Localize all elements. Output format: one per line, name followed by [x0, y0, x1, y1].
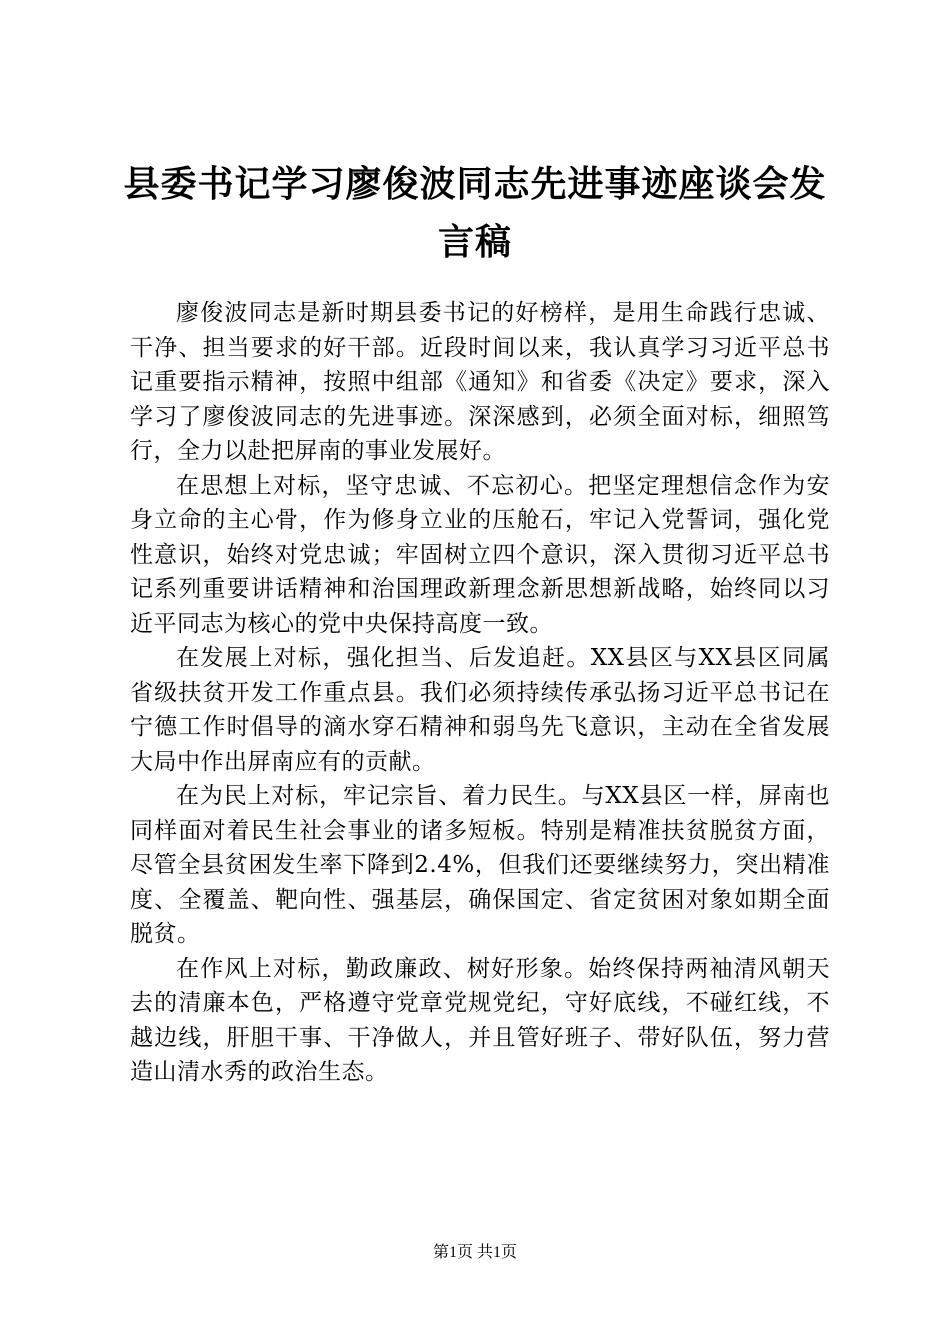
paragraph-ideology: 在思想上对标，坚守忠诚、不忘初心。把坚定理想信念作为安身立命的主心骨，作为修身立业的压舱石，牢记入党誓词，强化党性意识，始终对党忠诚；牢固树立四个意识，深入贯彻习近平总书记系列重要讲话精神和治国理政新理念新思想新战略，始终同以习近平同志为核心的党中央保持高度一致。: [130, 472, 830, 637]
paragraph-development: 在发展上对标，强化担当、后发追赶。XX县区与XX县区同属省级扶贫开发工作重点县。我们必须持续传承弘扬习近平总书记在宁德工作时倡导的滴水穿石精神和弱鸟先飞意识，主动在全省发展大局中作出屏南应有的贡献。: [130, 645, 830, 775]
document-body: [130, 296, 830, 1090]
document-title: 县委书记学习廖俊波同志先进事迹座谈会发言稿: [123, 164, 827, 263]
paragraph-intro: 廖俊波同志是新时期县委书记的好榜样，是用生命践行忠诚、干净、担当要求的好干部。近段时间以来，我认真学习习近平总书记重要指示精神，按照中组部《通知》和省委《决定》要求，深入学习了廖俊波同志的先进事迹。深深感到，必须全面对标，细照笃行，全力以赴把屏南的事业发展好。: [130, 300, 830, 464]
paragraph-style: 在作风上对标，勤政廉政、树好形象。始终保持两袖清风朝天去的清廉本色，严格遵守党章党规党纪，守好底线，不碰红线，不越边线，肝胆干事、干净做人，并且管好班子、带好队伍，努力营造山清水秀的政治生态。: [130, 955, 830, 1085]
paragraph-people: 在为民上对标，牢记宗旨、着力民生。与XX县区一样，屏南也同样面对着民生社会事业的诸多短板。特别是精准扶贫脱贫方面，尽管全县贫困发生率下降到2.4%，但我们还要继续努力，突出精准度、全覆盖、靶向性、强基层，确保国定、省定贫困对象如期全面脱贫。: [130, 783, 830, 947]
page-footer: 第1页 共1页: [432, 1244, 517, 1261]
